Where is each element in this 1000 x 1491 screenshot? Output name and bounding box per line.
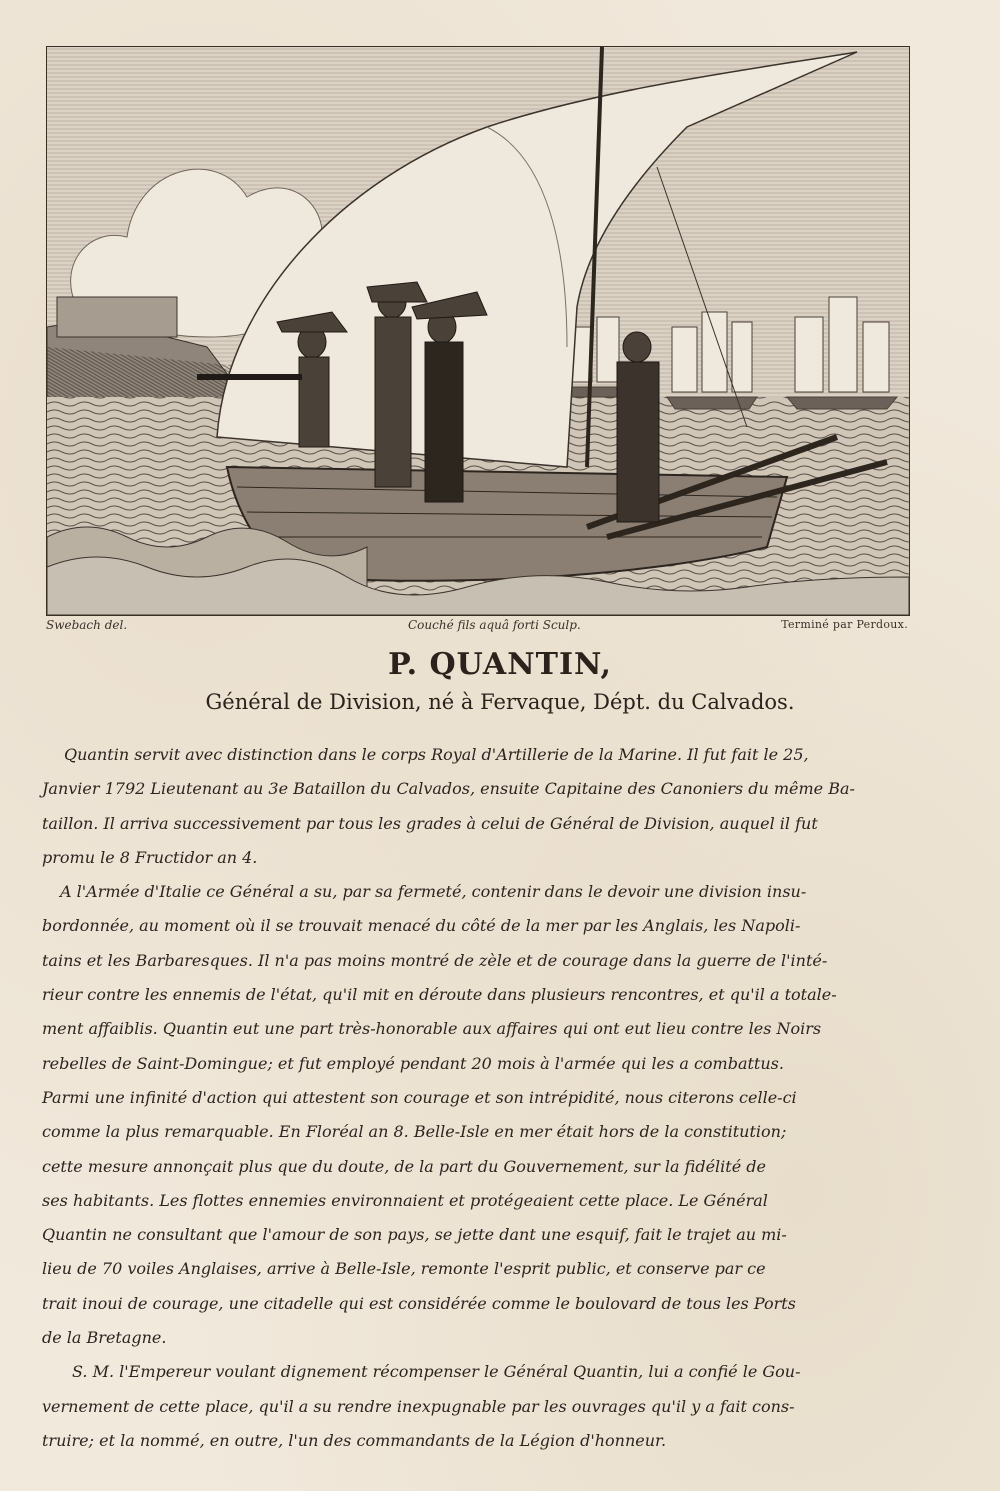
text-line: ses habitants. Les flottes ennemies environnaient et protégeaient cette place. Le Général [42,1190,768,1210]
page-title: P. QUANTIN, [388,647,612,682]
credit-drawn: Swebach del. [46,618,128,632]
engraving-illustration [46,46,910,616]
text-line: rebelles de Saint-Domingue; et fut employé pendant 20 mois à l'armée qui les a combattus. [42,1053,784,1073]
credit-finished: Terminé par Perdoux. [781,618,908,631]
text-line: Janvier 1792 Lieutenant au 3e Bataillon du Calvados, ensuite Capitaine des Canoniers du même Ba- [42,779,855,799]
text-line: A l'Armée d'Italie ce Général a su, par sa fermeté, contenir dans le devoir une division insu- [60,882,807,902]
text-line: Parmi une infinité d'action qui attestent son courage et son intrépidité, nous citerons celle-ci [42,1087,797,1107]
text-line: truire; et la nommé, en outre, l'un des commandants de la Légion d'honneur. [42,1430,667,1450]
text-line: bordonnée, au moment où il se trouvait menacé du côté de la mer par les Anglais, les Napoli- [42,916,801,936]
text-line: lieu de 70 voiles Anglaises, arrive à Belle-Isle, remonte l'esprit public, et conserve par ce [42,1259,766,1279]
text-line: vernement de cette place, qu'il a su rendre inexpugnable par les ouvrages qu'il y a fait cons- [42,1396,795,1416]
text-line: cette mesure annonçait plus que du doute, de la part du Gouvernement, sur la fidélité de [42,1156,766,1176]
text-line: ment affaiblis. Quantin eut une part très-honorable aux affaires qui ont eut lieu contre les Noirs [42,1019,822,1039]
text-line: de la Bretagne. [42,1328,167,1348]
page-subtitle: Général de Division, né à Fervaque, Dépt. du Calvados. [205,690,795,714]
text-line: Quantin ne consultant que l'amour de son pays, se jette dant une esquif, fait le trajet au mi- [42,1225,787,1245]
text-line: tains et les Barbaresques. Il n'a pas moins montré de zèle et de courage dans la guerre de l'inté- [42,950,828,970]
text-line: taillon. Il arriva successivement par tous les grades à celui de Général de Division, auquel il fut [42,813,818,833]
text-line: promu le 8 Fructidor an 4. [42,847,258,867]
text-line: Quantin servit avec distinction dans le corps Royal d'Artillerie de la Marine. Il fut fait le 25, [64,745,809,764]
credit-engraved: Couché fils aquâ forti Sculp. [408,618,581,632]
text-line: rieur contre les ennemis de l'état, qu'il mit en déroute dans plusieurs rencontres, et qu'il a totale- [42,985,837,1005]
text-line: trait inoui de courage, une citadelle qui est considérée comme le boulovard de tous les Ports [42,1293,796,1313]
text-line: S. M. l'Empereur voulant dignement récompenser le Général Quantin, lui a confié le Gou- [72,1362,801,1382]
text-line: comme la plus remarquable. En Floréal an 8. Belle-Isle en mer était hors de la constitution; [42,1122,787,1142]
biography-text [42,738,912,1458]
